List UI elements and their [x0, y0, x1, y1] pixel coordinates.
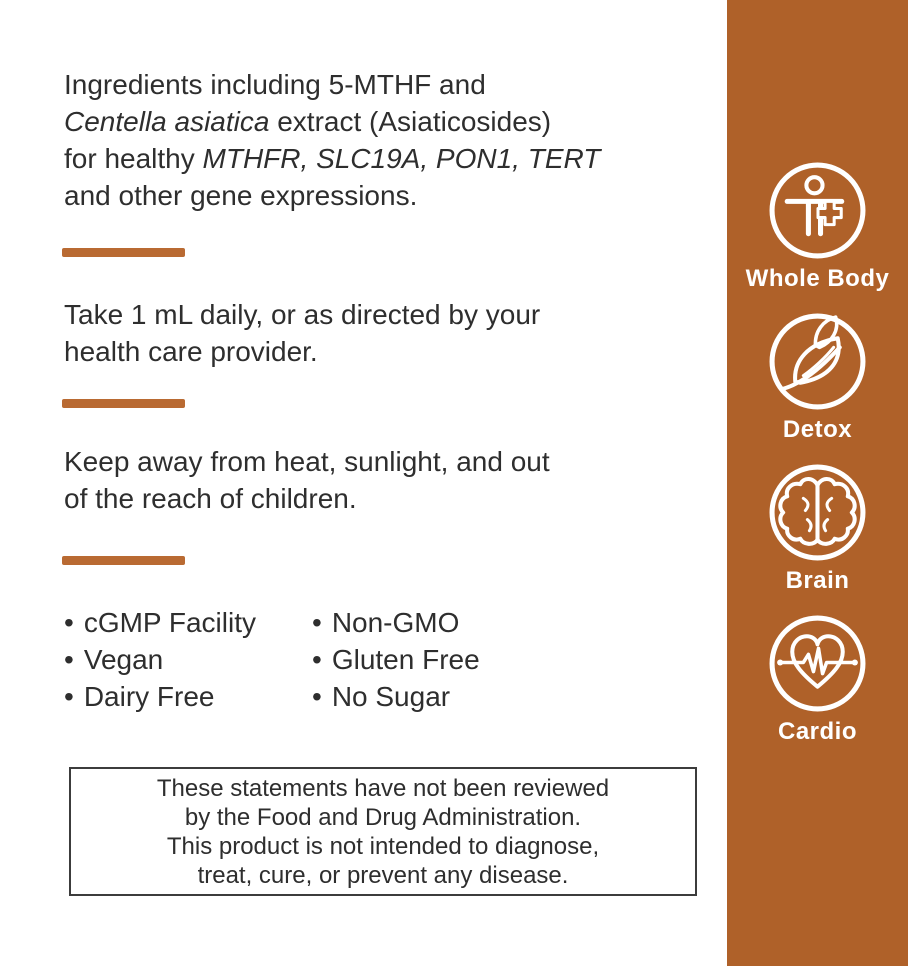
bullet-marker: •: [312, 607, 322, 638]
bullet-marker: •: [64, 607, 74, 638]
feature-bullet-lists: [64, 604, 560, 715]
bullet-label: No Sugar: [331, 681, 451, 712]
list-item: [64, 641, 312, 678]
list-item: [312, 678, 560, 715]
fda-disclaimer-text: These statements have not been reviewed by the Food and Drug Administration. This product is not intended to diagnose, treat, cure, or prevent any disease.: [156, 774, 610, 889]
bullet-label: Gluten Free: [331, 644, 480, 675]
brain-icon: [767, 462, 868, 563]
bullet-column-1: [64, 604, 312, 715]
bullet-label: Non-GMO: [331, 607, 460, 638]
bullet-column-2: [312, 604, 560, 715]
bullet-label: Vegan: [83, 644, 164, 675]
benefit-label: Detox: [782, 416, 853, 443]
benefit-item-brain: [767, 462, 868, 613]
list-item: [312, 641, 560, 678]
bullet-marker: •: [64, 681, 74, 712]
bullet-label: Dairy Free: [83, 681, 215, 712]
benefits-sidebar: [727, 0, 908, 966]
list-item: [312, 604, 560, 641]
benefit-item-detox: [767, 311, 868, 462]
ingredients-paragraph: Ingredients including 5-MTHF and Centella asiatica extract (Asiaticosides) for healthy MTHFR, SLC19A, PON1, TERT and other gene expressions.: [64, 69, 601, 211]
benefit-label: Cardio: [777, 718, 857, 745]
cardio-heart-ekg-icon: [767, 613, 868, 714]
benefit-item-cardio: [767, 613, 868, 764]
bullet-label: cGMP Facility: [83, 607, 256, 638]
bullet-marker: •: [64, 644, 74, 675]
bullet-marker: •: [312, 681, 322, 712]
benefit-label: Whole Body: [745, 265, 890, 292]
detox-leaf-icon: [767, 311, 868, 412]
storage-paragraph: Keep away from heat, sunlight, and out of the reach of children.: [64, 446, 550, 514]
benefit-label: Brain: [785, 567, 850, 594]
fda-disclaimer-box: [69, 767, 697, 896]
directions-paragraph: Take 1 mL daily, or as directed by your health care provider.: [64, 299, 541, 367]
section-divider: [62, 556, 185, 565]
benefit-item-whole-body: [746, 160, 890, 311]
section-divider: [62, 399, 185, 408]
bullet-marker: •: [312, 644, 322, 675]
list-item: [64, 678, 312, 715]
whole-body-icon: [767, 160, 868, 261]
section-divider: [62, 248, 185, 257]
list-item: [64, 604, 312, 641]
